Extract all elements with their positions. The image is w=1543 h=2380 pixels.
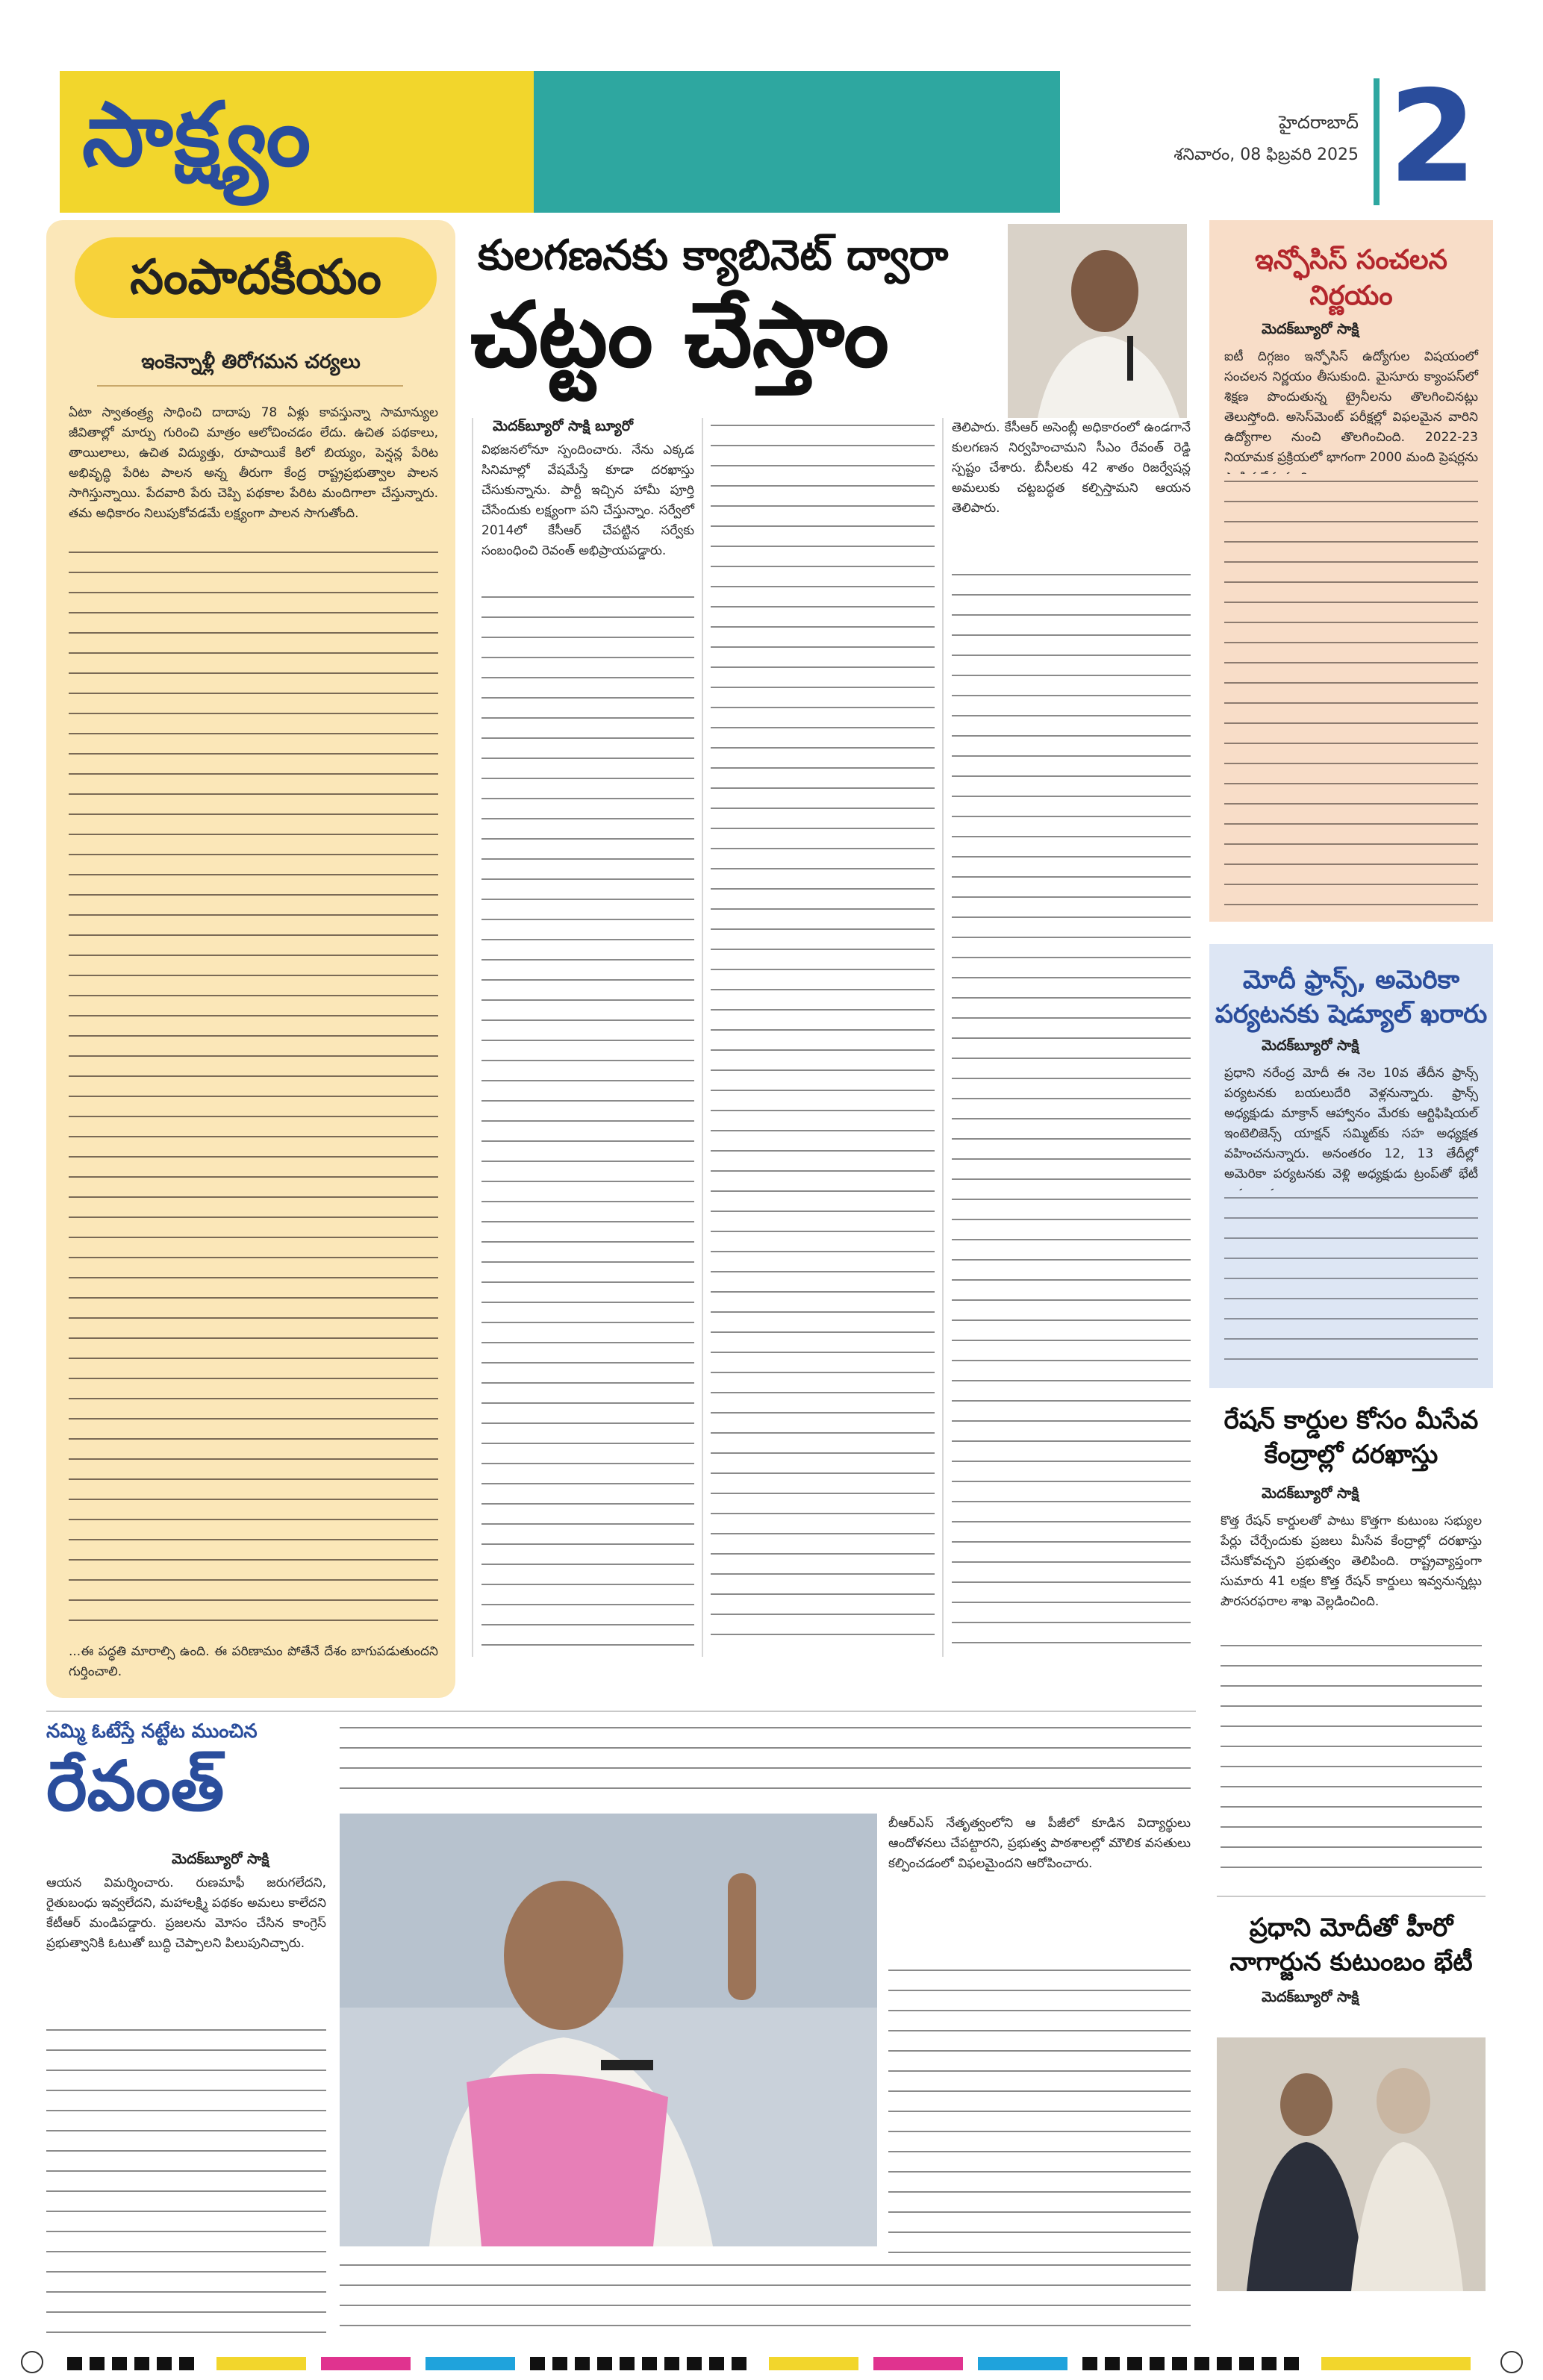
ktr-headline: రేవంత్ bbox=[46, 1746, 225, 1826]
modi-tour-body: ప్రధాని నరేంద్ర మోదీ ఈ నెల 10వ తేదీన ఫ్రాన్స్ పర్యటనకు బయలుదేరి వెళ్లనున్నారు. ఫ్రాన్స్ అధ్యక్షుడు మాక్రాన్ ఆహ్వానం మేరకు ఆర్టిఫిషియల్ ఇంటెలిజెన్స్ యాక్షన్ సమ్మిట్‌కు సహ అధ్యక్షత వహించనున్నారు. అనంతరం 12, 13 తేదీల్లో అమెరికా పర్యటనకు వెళ్లి అధ్యక్షుడు ట్రంప్‌తో భేటీ bbox=[1224, 1066, 1478, 1181]
lead-body-col3-rest bbox=[952, 567, 1191, 1649]
modi-tour-headline-line1: మోదీ ఫ్రాన్స్, అమెరికా bbox=[1242, 965, 1460, 995]
ration-byline: మెదక్‌బ్యూరో సాక్షి bbox=[1262, 1485, 1359, 1502]
editorial-rule bbox=[97, 385, 403, 387]
ktr-body-top-columns bbox=[340, 1720, 1191, 1802]
section-separator bbox=[46, 1711, 1196, 1712]
cm-photo bbox=[1008, 224, 1187, 418]
modi-nagarjuna-photo-figure bbox=[1217, 2037, 1486, 2291]
infosys-body-rest bbox=[1224, 474, 1478, 907]
registration-mark bbox=[1500, 2351, 1523, 2373]
ration-headline-line2: కేంద్రాల్లో దరఖాస్తు bbox=[1264, 1440, 1438, 1469]
lead-body-col1: విభజనలోనూ స్పందించారు. నేను ఎక్కడ సినిమాల్లో వేషమేస్తే కూడా దరఖాస్తు చేసుకున్నాను. పార్టీ ఇచ్చిన హామీ పూర్తి చేసేందుకు లక్ష్యంగా పని చేస్తున్నాం. సర్వేలో 2014లో కేసీఆర్ చేపట్టిన సర్వేకు సంబంధించి రెవంత్ అభిప్రాయపడ్డారు. bbox=[481, 443, 694, 558]
print-color-bar bbox=[67, 2357, 202, 2370]
modi-tour-byline: మెదక్‌బ్యూరో సాక్షి bbox=[1262, 1037, 1359, 1054]
registration-mark bbox=[21, 2351, 43, 2373]
story-separator bbox=[1217, 1896, 1486, 1897]
column-divider bbox=[472, 418, 473, 1657]
infosys-headline bbox=[1209, 243, 1493, 314]
nagarjuna-byline: మెదక్‌బ్యూరో సాక్షి bbox=[1262, 1989, 1359, 2005]
ktr-speaking-photo bbox=[340, 1814, 877, 2246]
print-color-bar bbox=[1321, 2357, 1471, 2370]
page-number: 2 bbox=[1388, 63, 1477, 211]
lead-headline-line2: చట్టం చేస్తాం bbox=[470, 284, 889, 387]
print-color-bar bbox=[216, 2357, 306, 2370]
nagarjuna-headline-line2: నాగార్జున కుటుంబం భేటీ bbox=[1229, 1947, 1473, 1977]
modi-nagarjuna-photo bbox=[1217, 2037, 1486, 2291]
print-color-bar bbox=[1082, 2357, 1306, 2370]
print-color-bar bbox=[873, 2357, 963, 2370]
lead-body-col1-rest bbox=[481, 590, 694, 1649]
column-divider bbox=[942, 418, 944, 1657]
newspaper-logo: సాక్ష్యం bbox=[82, 82, 313, 186]
ration-body-rest bbox=[1221, 1638, 1482, 1884]
ktr-body-right bbox=[888, 1963, 1191, 2254]
print-color-bar bbox=[426, 2357, 515, 2370]
nagarjuna-headline bbox=[1209, 1911, 1493, 1979]
infosys-headline-line1: ఇన్ఫోసిస్ సంచలన bbox=[1255, 245, 1447, 275]
editorial-subtitle: ఇంకెన్నాళ్లీ తిరోగమన చర్యలు bbox=[141, 351, 361, 373]
lead-body-col3: తెలిపారు. కేసీఆర్ అసెంబ్లీ అధికారంలో ఉండగానే కులగణన నిర్వహించామని సీఎం రేవంత్ రెడ్డి స్పష్టం చేశారు. బీసీలకు 42 శాతం రిజర్వేషన్ల అమలుకు చట్టబద్ధత కల్పిస్తామని ఆయన తెలిపారు. bbox=[952, 420, 1191, 516]
masthead-date: శనివారం, 08 ఫిబ్రవరి 2025 bbox=[1173, 146, 1359, 164]
ktr-kicker: నమ్మి ఓటేస్తే నట్టేట ముంచిన bbox=[46, 1720, 258, 1743]
infosys-byline: మెదక్‌బ్యూరో సాక్షి bbox=[1262, 321, 1359, 337]
modi-tour-headline-line2: పర్యటనకు షెడ్యూల్ ఖరారు bbox=[1215, 999, 1488, 1029]
cm-photo-figure bbox=[1008, 224, 1187, 418]
lead-headline-line1: కులగణనకు క్యాబినెట్ ద్వారా bbox=[478, 231, 949, 280]
lead-body-col2 bbox=[711, 418, 935, 1649]
editorial-section-title: సంపాదకీయం bbox=[130, 250, 381, 305]
print-color-bar bbox=[530, 2357, 754, 2370]
infosys-headline-line2: నిర్ణయం bbox=[1309, 281, 1393, 311]
infosys-body: ఐటీ దిగ్గజం ఇన్ఫోసిస్ ఉద్యోగుల విషయంలో సంచలన నిర్ణయం తీసుకుంది. మైసూరు క్యాంపస్‌లో శిక్షణ పొందుతున్న ట్రైనీలను తొలగించినట్లు తెలుస్తోంది. అసెస్‌మెంట్ పరీక్షల్లో విఫలమైన వారిని ఉద్యోగాల నుంచి తొలగించింది. 2022-23 నియామక ప్రక్రియలో భాగంగా 2000 మంది ప్రెషర్లను bbox=[1224, 349, 1478, 465]
ktr-byline: మెదక్‌బ్యూరో సాక్షి bbox=[172, 1851, 269, 1867]
column-divider bbox=[702, 418, 703, 1657]
lead-byline: మెదక్‌బ్యూరో సాక్షి బ్యూరో bbox=[493, 418, 633, 434]
editorial-body-end: ...ఈ పద్ధతి మారాల్సి ఉంది. ఈ పరిణామం పోతేనే దేశం బాగుపడుతుందని గుర్తించాలి. bbox=[69, 1644, 438, 1679]
editorial-body: ఏటా స్వాతంత్ర్య సాధించి దాదాపు 78 ఏళ్లు కావస్తున్నా సామాన్యుల జీవితాల్లో మార్పు గురించి మాత్రం ఆలోచించడం లేదు. ఉచిత పథకాలు, తాయిలాలు, ఉచిత విద్యుత్తు, రూపాయికే కిలో బియ్యం, పెన్షన్ల పేరిట అభివృద్ధి పేరిట పాలన అన్న తీరుగా కేంద్ర రాష్ట్రప్రభుత్వాల పాలన సాగిస్తున్నాయి. పేదవారి పేరు చెప్పి పథకాల పేరిట మందిగాలా చేస్తున్నారు. తమ అధికారం నిలుపుకోవడమే లక్ష్యంగా పాలన సాగుతోంది. bbox=[69, 405, 438, 521]
ktr-body-continued: బీఆర్ఎస్ నేతృత్వంలోని ఆ పీజీలో కూడిన విద్యార్థులు ఆందోళనలు చేపట్టారని, ప్రభుత్వ పాఠశాలల్లో మౌలిక వసతులు కల్పించడంలో విఫలమైందని ఆరోపించారు. bbox=[888, 1816, 1191, 1871]
ktr-body-rest bbox=[46, 2023, 326, 2343]
page-number-divider bbox=[1374, 78, 1380, 205]
modi-tour-body-rest bbox=[1224, 1190, 1478, 1377]
masthead-city: హైదరాబాద్ bbox=[1279, 112, 1359, 133]
ktr-photo-figure bbox=[340, 1814, 877, 2246]
print-color-bar bbox=[769, 2357, 858, 2370]
ktr-body-bottom-columns bbox=[340, 2258, 1191, 2343]
nagarjuna-headline-line1: ప్రధాని మోదీతో హీరో bbox=[1249, 1913, 1453, 1943]
editorial-body-continuation bbox=[69, 545, 438, 1634]
print-color-bar bbox=[321, 2357, 411, 2370]
print-color-bar bbox=[978, 2357, 1067, 2370]
ration-headline bbox=[1209, 1403, 1493, 1472]
ktr-body: ఆయన విమర్శించారు. రుణమాఫీ జరుగలేదని, రైతుబంధు ఇవ్వలేదని, మహాలక్ష్మి పథకం అమలు కాలేదని కేటీఆర్ మండిపడ్డారు. ప్రజలను మోసం చేసిన కాంగ్రెస్ ప్రభుత్వానికి ఓటుతో బుద్ధి చెప్పాలని పిలుపునిచ్చారు. bbox=[46, 1875, 326, 1951]
ration-body: కొత్త రేషన్ కార్డులతో పాటు కొత్తగా కుటుంబ సభ్యుల పేర్లు చేర్చేందుకు ప్రజలు మీసేవ కేంద్రాల్లో దరఖాస్తు చేసుకోవచ్చని ప్రభుత్వం తెలిపింది. రాష్ట్రవ్యాప్తంగా సుమారు 41 లక్షల కొత్త రేషన్ కార్డులు ఇవ్వనున్నట్లు పౌరసరఫరాల శాఖ వెల్లడించింది. bbox=[1221, 1514, 1482, 1609]
ration-headline-line1: రేషన్ కార్డుల కోసం మీసేవ bbox=[1224, 1405, 1479, 1435]
modi-tour-headline bbox=[1209, 963, 1493, 1031]
